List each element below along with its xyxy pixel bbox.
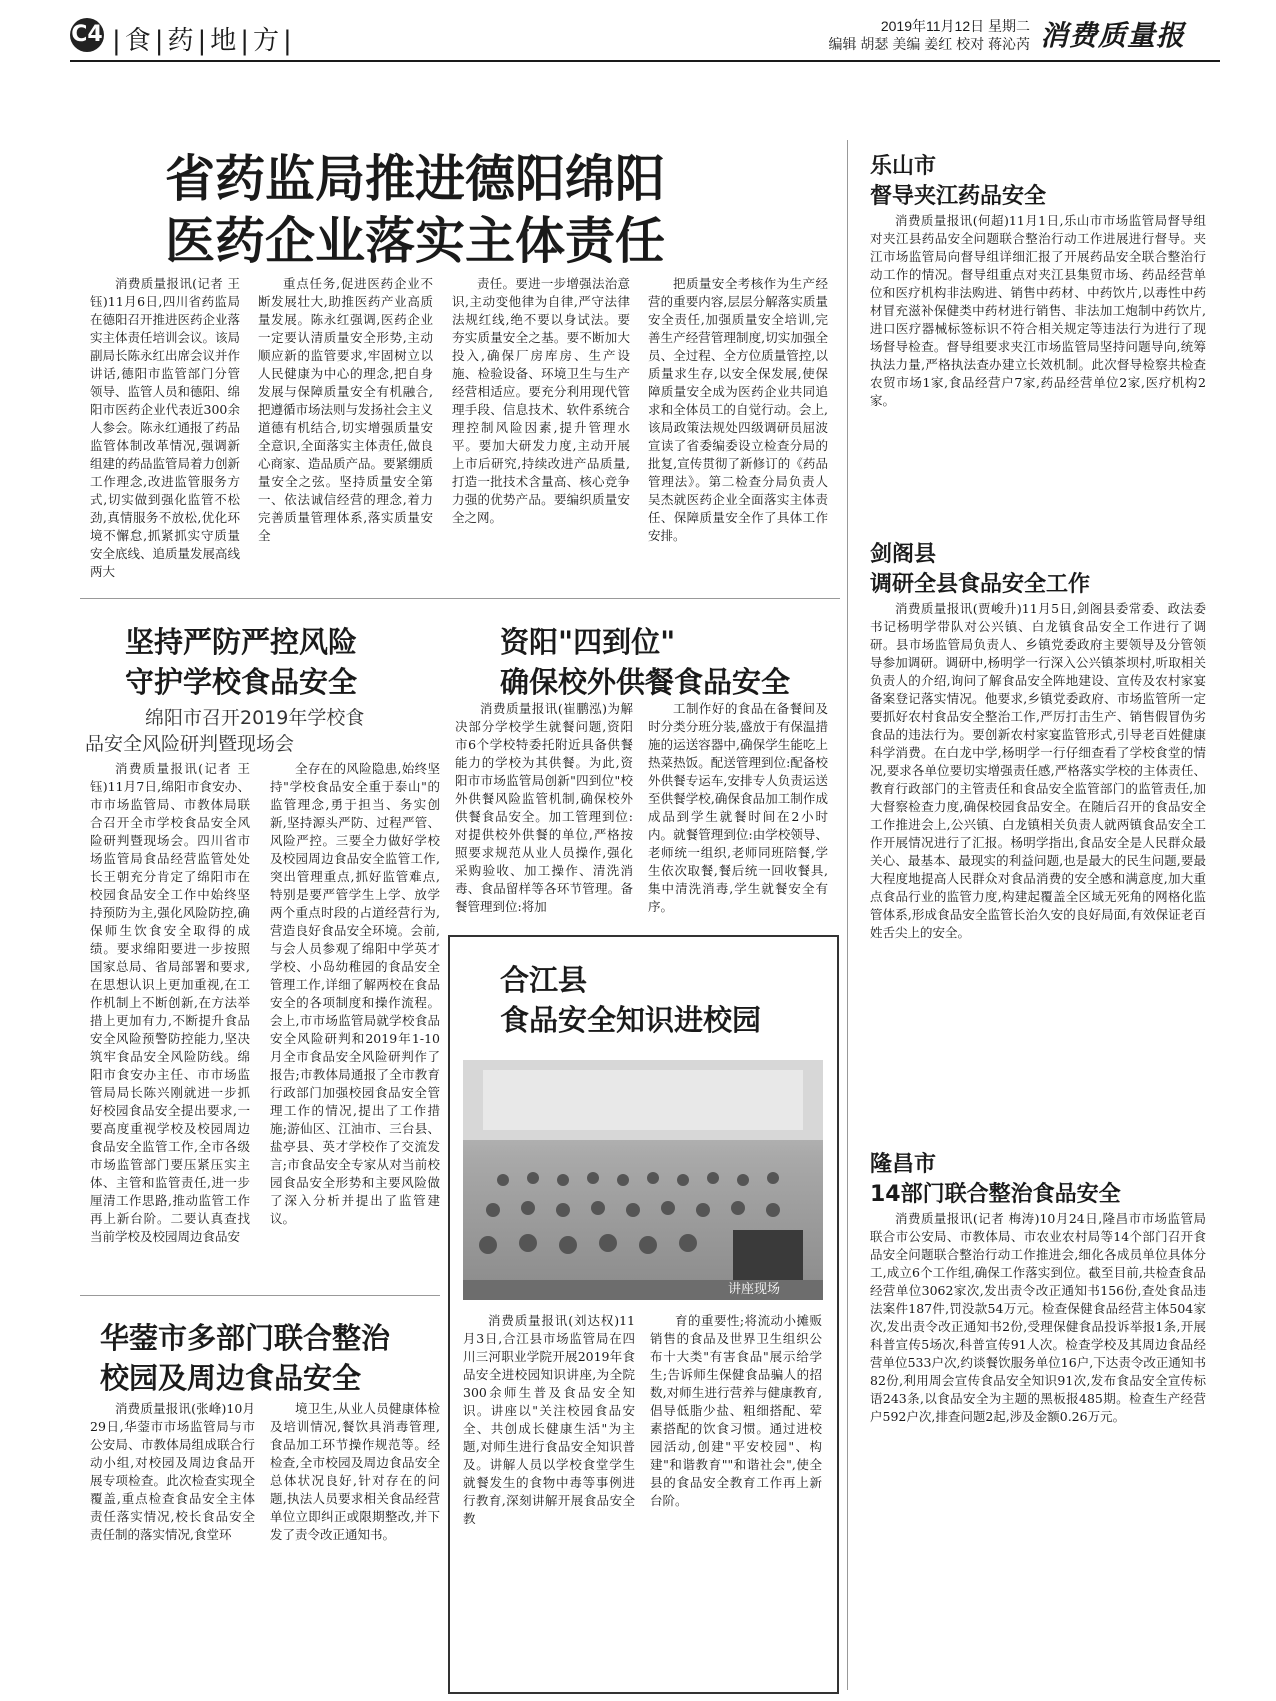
hejiang-title-line-1: 合江县 [500,963,588,997]
huaying-title-line-1: 华蓥市多部门联合整治 [100,1321,391,1355]
leshan-title-line-2: 督导夹江药品安全 [870,184,1047,209]
jiange-body: 消费质量报讯(贾峻升)11月5日,剑阁县委常委、政法委书记杨明学带队对公兴镇、白龙镇食品安全工作进行了调研。县市场监管局负责人、乡镇党委政府主要领导及分管领导参加调研。调研中,杨明学一行深入公兴镇茶坝村,听取相关负责人的介绍,询问了解食品安全阵地建设、宣传及农村家宴备案登记落实情况。他要求,乡镇党委政府、市场监管所一定要抓好农村食品安全整治工作,严厉打击生产、销售假冒伪劣食品的违法行为。要创新农村家宴监管形式,引导老百姓健康科学消费。在白龙中学,杨明学一行仔细查看了学校食堂的情况,要求各单位要切实增强责任感,严格落实学校的主体责任、教育行政部门的主管责任和食品安全监管部门的监管责任,加大督察检查力度,确保校园食品安全。在随后召开的食品安全工作推进会上,公兴镇、白龙镇相关负责人就两镇食品安全工作开展情况进行了汇报。杨明学指出,食品安全是人民群众最关心、最基本、最现实的利益问题,也是最大的民生问题,要最大程度地提高人民群众对食品消费的安全感和满意度,加大重点食品行业的监管力度,构建起覆盖全区域无死角的网格化监管体系,形成食品安全监管长治久安的良好局面,有效保证老百姓舌尖上的安全。 [870,601,1206,940]
photo-caption: 讲座现场 [728,1282,781,1297]
main-story-bottom-rule [80,598,840,599]
main-headline-line-1: 省药监局推进德阳绵阳 [165,150,665,208]
main-headline [165,148,805,272]
page-number-badge: C4 [70,18,104,52]
hejiang-story-col-2: 育的重要性;将流动小摊贩销售的食品及世界卫生组织公布十大类"有害食品"展示给学生;告诉师生保健食品骗人的招数,对师生进行营养与健康教育,倡导低脂少盐、粗细搭配、荤素搭配的饮食习惯。通过进校园活动,创建"平安校园"、构建"和谐教育""和谐社会",使全县的食品安全教育工作再上新台阶。 [650,1313,822,1508]
huaying-story-col-2: 境卫生,从业人员健康体检及培训情况,餐饮具消毒管理,食品加工环节操作规范等。经检查,全市校园及周边食品安全总体状况良好,针对存在的问题,执法人员要求相关食品经营单位立即纠正或限期整改,并下发了责令改正通知书。 [270,1401,440,1542]
school-title-line-1: 坚持严防严控风险 [125,625,358,659]
school-subtitle-line-1: 绵阳市召开2019年学校食 [145,707,365,729]
huaying-title-line-2: 校园及周边食品安全 [100,1361,362,1395]
school-story-col-2: 全存在的风险隐患,始终坚持"学校食品安全重于泰山"的监管理念,勇于担当、务实创新,坚持源头严防、过程严管、风险严控。三要全力做好学校及校园周边食品安全监管工作,突出管理重点,抓好监管难点,特别是要严管学生上学、放学两个重点时段的占道经营行为,营造良好食品安全环境。会前,与会人员参观了绵阳中学英才学校、小岛幼稚园的食品安全管理工作,详细了解两校在食品安全的各项制度和操作流程。会上,市市场监管局就学校食品安全风险研判和2019年1-10月全市食品安全风险研判作了报告;市教体局通报了全市教育行政部门加强校园食品安全管理工作的情况,提出了工作措施;游仙区、江油市、三台县、盐亭县、英才学校作了交流发言;市食品安全专家从对当前校园食品安全形势和主要风险做了深入分析并提出了监管建议。 [270,761,440,1226]
main-headline-line-2: 医药企业落实主体责任 [165,212,665,270]
longchang-body: 消费质量报讯(记者 梅涛)10月24日,隆昌市市场监管局联合市公安局、市教体局、市农业农村局等14个部门召开食品安全问题联合整治行动工作推进会,细化各成员单位具体分工,成立6个工作组,确保工作落实到位。截至目前,共检查食品经营单位3062家次,发出责令改正通知书156份,查处食品违法案件187件,罚没款54万元。检查保健食品经营主体504家次,发出责令改正通知书2份,受理保健食品投诉举报1条,开展科普宣传5场次,科普宣传91人次。检查学校及其周边食品经营单位533户次,约谈餐饮服务单位16户,下达责令改正通知书82份,利用周会宣传食品安全知识91次,发布食品安全宣传标语243条,以食品安全为主题的黑板报485期。检查生产经营户592户次,排查问题2起,涉及金额0.26万元。 [870,1211,1206,1424]
hejiang-story-title [500,960,820,1040]
section-title: |食|药|地|方| [112,26,296,56]
school-story-subtitle [85,705,445,757]
huaying-story-col-1: 消费质量报讯(张峰)10月29日,华蓥市市场监管局与市公安局、市教体局组成联合行动小组,对校园及周边食品开展专项检查。此次检查实现全覆盖,重点检查食品安全主体责任落实情况,校长食品安全责任制的落实情况,食堂环 [90,1401,255,1542]
jiange-title-line-1: 剑阁县 [870,542,937,567]
leshan-title [870,152,1200,212]
main-story-col-1: 消费质量报讯(记者 王钰)11月6日,四川省药监局在德阳召开推进医药企业落实主体责任培训会议。该局副局长陈永红出席会议并作讲话,德阳市监管部门分管领导、监管人员和德阳、绵阳市医药企业代表近300余人参会。陈永红通报了药品监管体制改革情况,强调新组建的药品监管局着力创新工作理念,改进监管服务方式,切实做到强化监管不松劲,真情服务不放松,优化环境不懈怠,抓紧抓实守质量安全底线、追质量发展高线两大 [90,276,240,579]
newspaper-brand: 消费质量报 [1040,19,1186,52]
longchang-title-line-1: 隆昌市 [870,1152,937,1177]
jiange-title-line-2: 调研全县食品安全工作 [870,572,1091,597]
hejiang-story-col-1: 消费质量报讯(刘达权)11月3日,合江县市场监管局在四川三河职业学院开展2019年食品安全进校园知识讲座,为全院300余师生普及食品安全知识。讲座以"关注校园食品安全、共创成长健康生活"为主题,对师生进行食品安全知识普及。讲解人员以学校食堂学生就餐发生的食物中毒等事例进行教育,深刻讲解开展食品安全教 [463,1313,635,1526]
lecture-photo [463,1060,823,1300]
hejiang-title-line-2: 食品安全知识进校园 [500,1003,762,1037]
longchang-title [870,1150,1210,1210]
editors-line: 编辑 胡瑟 美编 姜红 校对 蒋沁芮 [828,36,1030,52]
huaying-top-rule [80,1295,440,1296]
ziyang-story-col-1: 消费质量报讯(崔鹏泓)为解决部分学校学生就餐问题,资阳市6个学校特委托附近具备供餐能力的学校为其供餐。为此,资阳市市场监管局创新"四到位"校外供餐风险监管机制,确保校外供餐食品安全。加工管理到位:对提供校外供餐的单位,严格按照要求规范从业人员操作,强化采购验收、加工操作、清洗消毒、食品留样等各环节管理。备餐管理到位:将加 [455,701,633,914]
ziyang-title-line-1: 资阳"四到位" [500,625,676,659]
ziyang-story-title [500,622,830,702]
school-title-line-2: 守护学校食品安全 [125,665,358,699]
main-story-col-3: 责任。要进一步增强法治意识,主动变他律为自律,严守法律法规红线,绝不要以身试法。要夯实质量安全之基。要不断加大投入,确保厂房库房、生产设施、检验设备、环境卫生与生产经营相适应。要充分利用现代管理手段、信息技术、软件系统合理控制风险因素,提升管理水平。要加大研发力度,主动开展上市后研究,持续改进产品质量,打造一批技术含量高、核心竞争力强的优势产品。要编织质量安全之网。 [452,276,630,525]
school-story-title [125,622,445,702]
huaying-story-title [100,1318,430,1398]
main-story-col-2: 重点任务,促进医药企业不断发展壮大,助推医药产业高质量发展。陈永红强调,医药企业一定要认清质量安全形势,主动顺应新的监管要求,牢固树立以人民健康为中心的理念,把自身发展与保障质量安全有机融合,把遵循市场法则与发扬社会主义道德有机结合,切实增强质量安全意识,全面落实主体责任,做良心商家、造品质产品。要紧绷质量安全之弦。坚持质量安全第一、依法诚信经营的理念,着力完善质量管理体系,落实质量安全 [258,276,433,543]
school-story-col-1: 消费质量报讯(记者 王钰)11月7日,绵阳市食安办、市市场监管局、市教体局联合召开全市学校食品安全风险研判暨现场会。四川省市场监管局食品经营监管处处长王朝充分肯定了绵阳市在校园食品安全工作中始终坚持预防为主,强化风险防控,确保师生饮食安全取得的成绩。要求绵阳要进一步按照国家总局、省局部署和要求,在思想认识上更加重视,在工作机制上不断创新,在方法举措上更加有力,不断提升食品安全风险预警防控能力,坚决筑牢食品安全风险防线。绵阳市食安办主任、市市场监管局局长陈兴刚就进一步抓好校园食品安全提出要求,一要高度重视学校及校园周边食品安全监管工作,全市各级市场监管部门要压紧压实主体、主管和监管责任,进一步厘清工作思路,推动监管工作再上新台阶。二要认真查找当前学校及校园周边食品安 [90,761,250,1244]
ziyang-story-col-2: 工制作好的食品在备餐间及时分类分班分装,盛放于有保温措施的运送容器中,确保学生能吃上热菜热饭。配送管理到位:配备校外供餐专运车,安排专人负责运送至供餐学校,确保食品加工制作成成品到学生就餐时间在2小时内。就餐管理到位:由学校领导、老师统一组织,老师同班陪餐,学生依次取餐,餐后统一回收餐具,集中清洗消毒,学生就餐安全有序。 [648,701,828,914]
jiange-title [870,540,1200,600]
main-story-col-4: 把质量安全考核作为生产经营的重要内容,层层分解落实质量安全责任,加强质量安全培训,完善生产经营管理制度,切实加强全员、全过程、全方位质量管控,以质量求生存,以安全保发展,使保障质量安全成为医药企业共同追求和全体员工的自觉行动。会上,该局政策法规处四级调研员屈波宣读了省委编委设立检查分局的批复,宣传贯彻了新修订的《药品管理法》。第二检查分局负责人吴杰就医药企业全面落实主体责任、保障质量安全作了具体工作安排。 [648,276,828,543]
sidebar-divider [847,140,848,1690]
school-subtitle-line-2: 品安全风险研判暨现场会 [85,733,295,755]
leshan-title-line-1: 乐山市 [870,154,937,179]
lecture-photo-illustration [463,1060,823,1300]
header-rule [70,60,1220,62]
leshan-body: 消费质量报讯(何超)11月1日,乐山市市场监管局督导组对夹江县药品安全问题联合整治行动工作进展进行督导。夹江市场监管局向督导组详细汇报了开展药品安全联合整治行动工作的情况。督导组重点对夹江县集贸市场、药品经营单位和医疗机构非法购进、销售中药材、中药饮片,以毒性中药材冒充滋补保健类中药材进行销售、非法加工炮制中药饮片,进口医疗器械标签标识不符合相关规定等违法行为进行了现场督导检查。督导组要求夹江市场监管局坚持问题导向,统筹执法力量,严格执法查办建立长效机制。此次督导检察共检查农贸市场1家,食品经营户7家,药品经营单位2家,医疗机构2家。 [870,213,1206,408]
issue-date: 2019年11月12日 星期二 [880,18,1030,34]
longchang-title-line-2: 14部门联合整治食品安全 [870,1182,1121,1207]
ziyang-title-line-2: 确保校外供餐食品安全 [500,665,791,699]
